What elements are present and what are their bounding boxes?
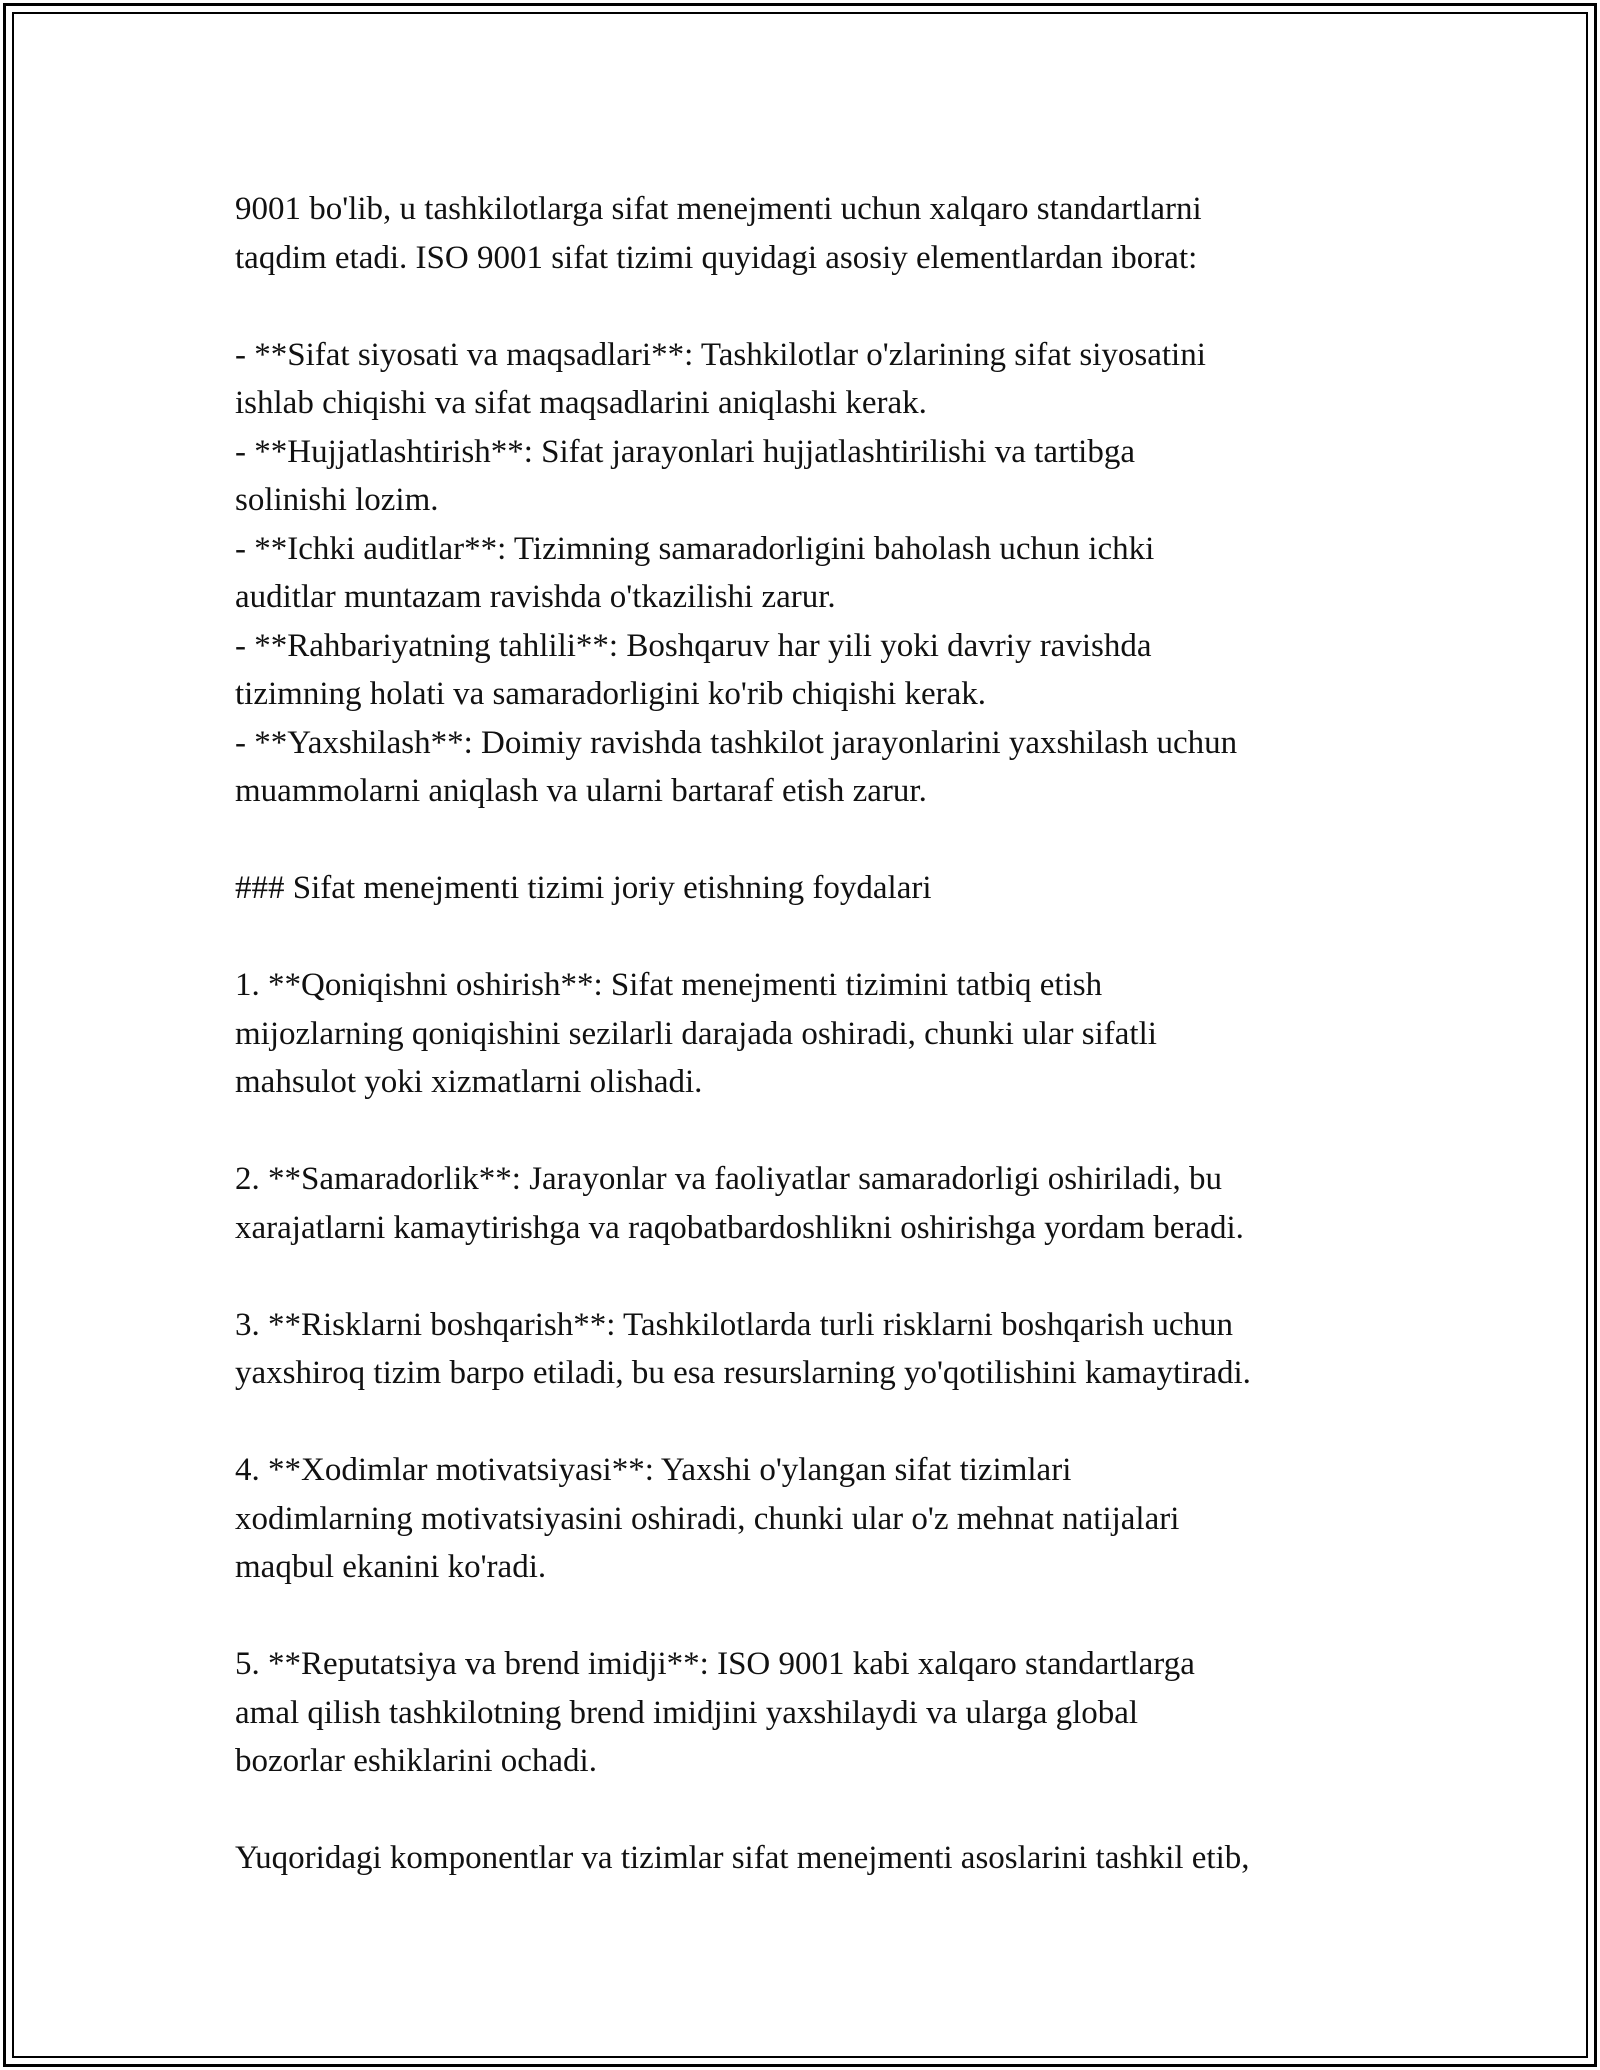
elements-list [235, 331, 1410, 816]
list-item: - **Ichki auditlar**: Tizimning samaradorligini baholash uchun ichki auditlar muntazam ravishda o'tkazilishi zarur. [235, 530, 1155, 615]
paragraph-gap [235, 1786, 1410, 1835]
list-item: - **Sifat siyosati va maqsadlari**: Tashkilotlar o'zlarining sifat siyosatini ishlab chiqishi va sifat maqsadlarini aniqlashi kerak. [235, 336, 1206, 421]
list-item: 5. **Reputatsiya va brend imidji**: ISO 9001 kabi xalqaro standartlarga amal qilish tashkilotning brend imidjini yaxshilaydi va ularga global bozorlar eshiklarini ochadi. [235, 1646, 1195, 1779]
intro-paragraph: 9001 bo'lib, u tashkilotlarga sifat menejmenti uchun xalqaro standartlarni taqdim etadi. ISO 9001 sifat tizimi quyidagi asosiy elementlardan iborat: [235, 191, 1202, 276]
list-item: 1. **Qoniqishni oshirish**: Sifat menejmenti tizimini tatbiq etish mijozlarning qoniqishini sezilarli darajada oshiradi, chunki ular sifatli mahsulot yoki xizmatlarni olishadi. [235, 967, 1157, 1100]
list-item: 2. **Samaradorlik**: Jarayonlar va faoliyatlar samaradorligi oshiriladi, bu xarajatlarni kamaytirishga va raqobatbardoshlikni oshirishga yordam beradi. [235, 1161, 1244, 1246]
paragraph-gap [235, 913, 1410, 962]
document-body [235, 185, 1410, 1883]
closing-paragraph: Yuqoridagi komponentlar va tizimlar sifat menejmenti asoslarini tashkil etib, [235, 1840, 1250, 1876]
list-item: - **Rahbariyatning tahlili**: Boshqaruv har yili yoki davriy ravishda tizimning holati va samaradorligini ko'rib chiqishi kerak. [235, 627, 1152, 712]
paragraph-gap [235, 1252, 1410, 1301]
paragraph-gap [235, 282, 1410, 331]
paragraph-gap [235, 1107, 1410, 1156]
list-item: 3. **Risklarni boshqarish**: Tashkilotlarda turli risklarni boshqarish uchun yaxshiroq tizim barpo etiladi, bu esa resurslarning yo'qotilishini kamaytiradi. [235, 1306, 1251, 1391]
list-item: 4. **Xodimlar motivatsiyasi**: Yaxshi o'ylangan sifat tizimlari xodimlarning motivatsiyasini oshiradi, chunki ular o'z mehnat natijalari maqbul ekanini ko'radi. [235, 1452, 1180, 1585]
list-item: - **Yaxshilash**: Doimiy ravishda tashkilot jarayonlarini yaxshilash uchun muammolarni aniqlash va ularni bartaraf etish zarur. [235, 724, 1238, 809]
list-item: - **Hujjatlashtirish**: Sifat jarayonlari hujjatlashtirilishi va tartibga solinishi lozim. [235, 433, 1135, 518]
paragraph-gap [235, 1398, 1410, 1447]
paragraph-gap [235, 1592, 1410, 1641]
benefits-list [235, 961, 1410, 1786]
paragraph-gap [235, 816, 1410, 865]
section-heading: ### Sifat menejmenti tizimi joriy etishning foydalari [235, 870, 932, 906]
